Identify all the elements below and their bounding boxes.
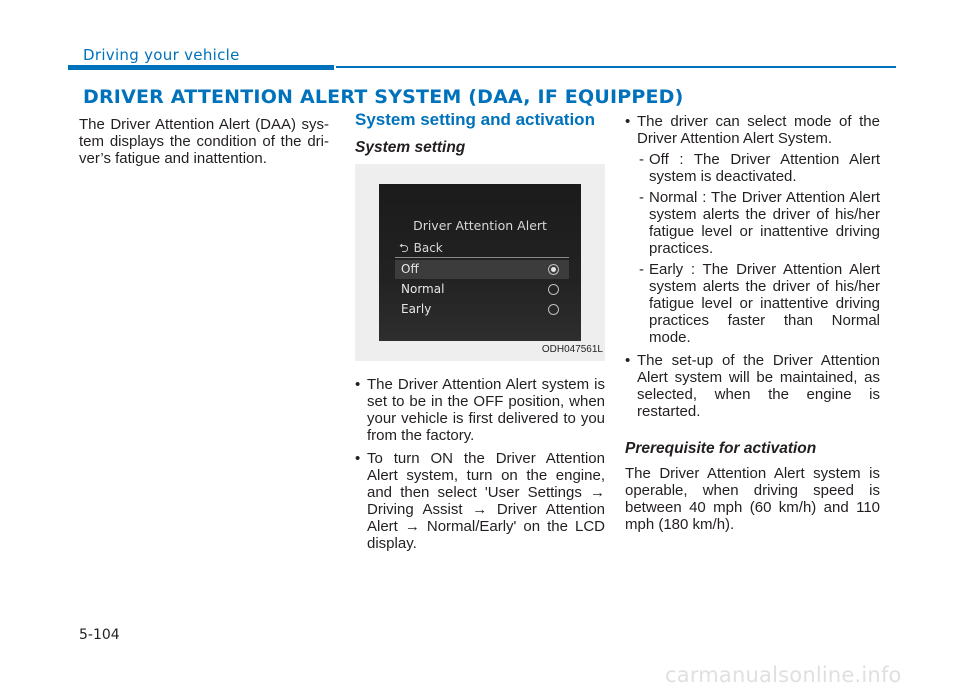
- modes-intro: The driver can select mode of the Driver Attention Alert System.: [637, 113, 880, 147]
- column-middle: [355, 111, 605, 558]
- screen-divider: [395, 257, 569, 258]
- radio-empty-icon: [548, 284, 559, 295]
- mode-sublist: [637, 151, 880, 346]
- section-label: Driving your vehicle: [83, 46, 240, 64]
- prerequisite-heading: Prerequisite for activation: [625, 440, 817, 457]
- lcd-figure: [355, 164, 605, 361]
- setting-subheading: System setting: [355, 139, 466, 156]
- option-early[interactable]: [395, 300, 569, 319]
- list-item: • The Driver Attention Alert system is set to be in the OFF position, when your vehicle is first delivered to you from the factory.: [355, 376, 605, 444]
- header-rule-thin: [336, 66, 896, 68]
- option-label: Off: [401, 262, 419, 276]
- back-button[interactable]: [399, 240, 443, 257]
- prerequisite-text: The Driver Attention Alert system is operable, when driving speed is between 40 mph (60 km/h) and 110 mph (180 km/h).: [625, 465, 880, 533]
- mode-bullets: [625, 113, 880, 420]
- lcd-screen: [379, 184, 581, 341]
- option-label: Early: [401, 302, 432, 316]
- setting-heading: System setting and activation: [355, 110, 595, 129]
- return-arrow-icon: ⮌: [399, 241, 409, 255]
- intro-paragraph: The Driver Attention Alert (DAA) sys-tem displays the condition of the dri-ver’s fatigue and inattention.: [79, 116, 329, 167]
- mode-item-off: - Off : The Driver Attention Alert system is deactivated.: [637, 151, 880, 185]
- column-left: [79, 116, 329, 167]
- option-off[interactable]: [395, 260, 569, 279]
- list-item: [625, 113, 880, 346]
- radio-selected-icon: [548, 264, 559, 275]
- screen-title: Driver Attention Alert: [413, 218, 547, 233]
- list-item: • The set-up of the Driver Attention Alert system will be maintained, as selected, when the engine is restarted.: [625, 352, 880, 420]
- watermark: carmanualsonline.info: [665, 663, 902, 687]
- page-number: 5-104: [79, 627, 120, 643]
- option-normal[interactable]: [395, 280, 569, 299]
- setting-bullets: [355, 376, 605, 552]
- header-rule-thick: [68, 65, 334, 70]
- option-label: Normal: [401, 282, 445, 296]
- mode-item-early: - Early : The Driver Attention Alert system alerts the driver of his/her fatigue level or inattentive driving practices faster than Normal mode.: [637, 261, 880, 346]
- figure-code: ODH047561L: [541, 344, 603, 355]
- mode-item-normal: - Normal : The Driver Attention Alert system alerts the driver of his/her fatigue level or inattentive driving practices.: [637, 189, 880, 257]
- radio-empty-icon: [548, 304, 559, 315]
- column-right: [625, 113, 880, 533]
- list-item: • To turn ON the Driver Attention Alert system, turn on the engine, and then select 'User Settings → Driving Assist → Driver Attention Alert → Normal/Early' on the LCD display.: [355, 450, 605, 552]
- back-label: Back: [413, 241, 443, 255]
- page-title: DRIVER ATTENTION ALERT SYSTEM (DAA, IF EQUIPPED): [83, 86, 684, 108]
